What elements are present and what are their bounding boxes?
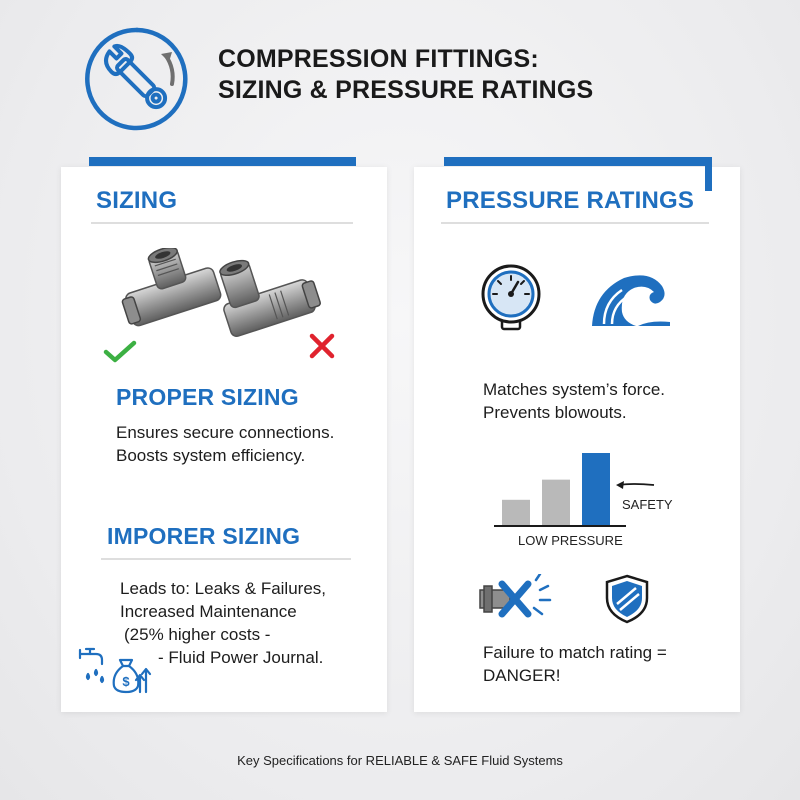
wave-icon [590,272,672,328]
chart-bar [502,500,530,525]
improper-sizing-heading: IMPORER SIZING [107,523,301,549]
pressure-text-2: Prevents blowouts. [483,403,627,422]
safety-arrow-icon [620,484,654,485]
money-bag-icon [108,652,152,696]
sizing-divider [91,222,353,224]
improper-divider [101,558,351,560]
wrench-cycle-icon [84,26,190,132]
pressure-card-accent-tick [705,157,712,191]
sizing-card-accent-bar [89,157,356,166]
improper-text-1: Leads to: Leaks & Failures, [120,579,327,598]
proper-sizing-heading: PROPER SIZING [116,384,299,410]
faucet-icon [76,644,112,688]
cross-icon [306,330,338,362]
pressure-gauge-icon [478,263,544,335]
sizing-heading: SIZING [96,187,178,214]
pressure-divider [441,222,709,224]
pressure-card-accent-bar [444,157,712,166]
shield-icon [604,574,650,624]
footer-tagline: Key Specifications for RELIABLE & SAFE Fluid Systems [237,753,563,768]
tee-fitting-icon [112,248,332,360]
pressure-card [414,167,740,712]
warning-text-2: DANGER! [483,666,561,685]
title-line-1: COMPRESSION FITTINGS: [218,45,539,73]
broken-pipe-icon [478,574,560,624]
improper-text-3: (25% higher costs - [124,625,271,644]
bar-chart-icon [490,445,690,535]
pressure-heading: PRESSURE RATINGS [446,187,695,214]
title-line-2: SIZING & PRESSURE RATINGS [218,76,594,104]
page-title [218,44,593,106]
chart-bar [542,480,570,525]
improper-text-2: Increased Maintenance [120,602,297,621]
warning-text-1: Failure to match rating = [483,643,667,662]
proper-sizing-text-1: Ensures secure connections. [116,423,335,442]
check-icon [102,338,138,366]
chart-bar [582,453,610,525]
proper-sizing-text-2: Boosts system efficiency. [116,446,306,465]
improper-text-4: - Fluid Power Journal. [158,648,324,667]
svg-text:$: $ [122,674,130,689]
pressure-text-1: Matches system’s force. [483,380,666,399]
chart-low-label: LOW PRESSURE [518,533,623,548]
chart-safety-label: SAFETY [622,497,673,512]
